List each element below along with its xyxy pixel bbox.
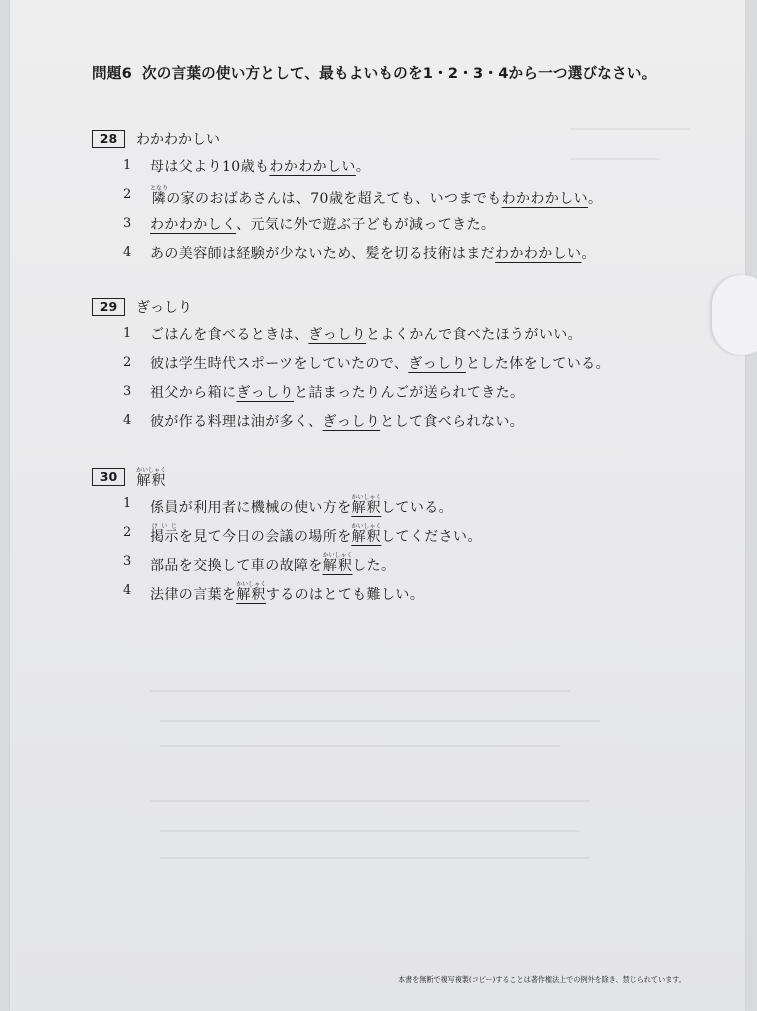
- bleed-through-line: [160, 830, 580, 832]
- option-number: 4: [123, 245, 132, 260]
- problem-header: [92, 62, 656, 83]
- bleed-through-line: [150, 690, 570, 692]
- option-text: 部品を交換して車の故障を解釈かいしゃくした。: [150, 552, 396, 574]
- question-number-box: 28: [92, 130, 125, 148]
- question-word: ぎっしり: [136, 300, 192, 316]
- option-number: 1: [123, 158, 132, 173]
- page-tab-edge: [712, 275, 757, 355]
- question-number-box: 29: [92, 298, 125, 316]
- target-word: 解釈かいしゃく: [351, 494, 382, 516]
- option-text: 係員が利用者に機械の使い方を解釈かいしゃくしている。: [150, 494, 454, 516]
- bleed-through-line: [160, 857, 590, 859]
- target-word: わかわかしい: [269, 159, 356, 175]
- problem-label: 問題6: [92, 65, 132, 82]
- furigana-ruby: 掲示けいじ: [150, 523, 179, 545]
- target-word: わかわかしい: [501, 191, 589, 207]
- option-text: あの美容師は経験が少ないため、髪を切る技術はまだわかわかしい。: [150, 246, 596, 262]
- furigana-ruby: 隣となり: [150, 185, 169, 207]
- target-word: ぎっしり: [308, 327, 367, 343]
- option-number: 3: [123, 554, 132, 569]
- question-word: わかわかしい: [136, 132, 220, 148]
- option-text: 彼が作る料理は油が多く、ぎっしりとして食べられない。: [150, 414, 525, 430]
- bleed-through-line: [570, 128, 690, 130]
- option-number: 2: [123, 355, 132, 370]
- option-text: 彼は学生時代スポーツをしていたので、ぎっしりとした体をしている。: [150, 356, 610, 372]
- question-number-box: 30: [92, 468, 125, 486]
- option-text: わかわかしく、元気に外で遊ぶ子どもが減ってきた。: [150, 217, 496, 233]
- option-number: 4: [123, 413, 132, 428]
- bleed-through-line: [150, 800, 590, 802]
- target-word: 解釈かいしゃく: [322, 552, 353, 574]
- option-text: 祖父から箱にぎっしりと詰まったりんごが送られてきた。: [150, 385, 525, 401]
- option-text: 掲示けいじを見て今日の会議の場所を解釈かいしゃくしてください。: [150, 523, 482, 545]
- option-number: 3: [123, 384, 132, 399]
- bleed-through-line: [160, 745, 560, 747]
- bleed-through-line: [160, 720, 600, 722]
- option-number: 4: [123, 583, 132, 598]
- option-number: 2: [123, 187, 132, 202]
- option-text: ごはんを食べるときは、ぎっしりとよくかんで食べたほうがいい。: [150, 327, 583, 343]
- target-word: 解釈かいしゃく: [236, 581, 267, 603]
- option-number: 3: [123, 216, 132, 231]
- furigana-ruby: 解釈かいしゃく: [136, 467, 167, 489]
- problem-instruction: 次の言葉の使い方として、最もよいものを1・2・3・4から一つ選びなさい。: [141, 65, 657, 82]
- bleed-through-line: [570, 158, 660, 160]
- option-number: 1: [123, 496, 132, 511]
- option-number: 2: [123, 525, 132, 540]
- option-text: 母は父より10歳もわかわかしい。: [150, 159, 371, 175]
- target-word: わかわかしい: [495, 246, 582, 262]
- question-word: [136, 467, 166, 490]
- option-text: 隣となりの家のおばあさんは、70歳を超えても、いつまでもわかわかしい。: [150, 185, 603, 207]
- target-word: わかわかしく: [150, 217, 237, 233]
- target-word: ぎっしり: [322, 414, 381, 430]
- target-word: ぎっしり: [236, 385, 295, 401]
- option-text: 法律の言葉を解釈かいしゃくするのはとても難しい。: [150, 581, 425, 603]
- option-number: 1: [123, 326, 132, 341]
- target-word: 解釈かいしゃく: [351, 523, 382, 545]
- target-word: ぎっしり: [408, 356, 466, 372]
- copyright-notice: 本書を無断で複写複製(コピー)することは著作権法上での例外を除き、禁じられています。: [398, 975, 686, 984]
